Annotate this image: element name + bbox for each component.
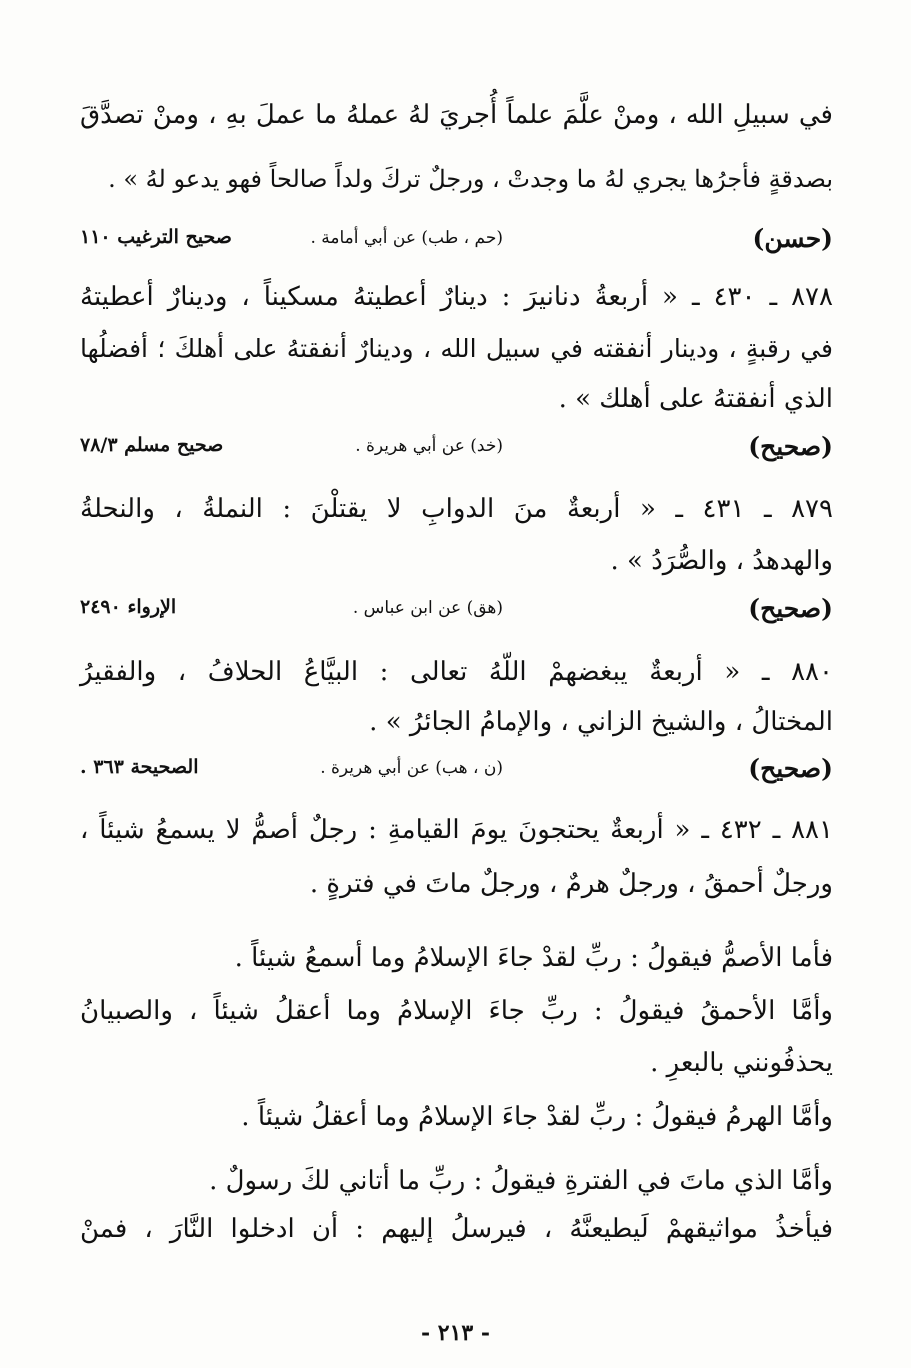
text-line: وأمَّا الذي ماتَ في الفترةِ فيقولُ : ربِّ ما أتاني لكَ رسولٌ . [209, 1166, 833, 1196]
grade-label: (صحيح) [748, 594, 833, 623]
source-label: (حم ، طب) عن أبي أمامة . [310, 228, 503, 248]
text-line: بصدقةٍ فأجرُها يجري لهُ ما وجدتْ ، ورجلٌ تركَ ولداً صالحاً فهو يدعو لهُ » . [108, 165, 833, 193]
text-line: في رقبةٍ ، ودينار أنفقته في سبيل الله ، ودينارٌ أنفقتهُ على أهلكَ ؛ أفضلُها [80, 334, 833, 363]
page-number: - ٢١٣ - [420, 1320, 491, 1346]
grade-label: (حسن) [752, 224, 833, 253]
paragraph-fool [80, 996, 833, 1078]
book-reference: صحيح مسلم ٧٨/٣ [80, 434, 224, 456]
paragraph-continuation [80, 100, 833, 194]
hadith-reference [80, 752, 833, 788]
hadith-reference [80, 430, 833, 466]
hadith-878 [80, 282, 833, 414]
book-reference: الإرواء ٢٤٩٠ [80, 596, 177, 618]
hadith-880 [80, 657, 833, 737]
text-line: وأمَّا الأحمقُ فيقولُ : ربِّ جاءَ الإسلامُ وما أعقلُ شيئاً ، والصبيانُ [80, 996, 833, 1026]
text-line: ٨٨١ ـ ٤٣٢ ـ « أربعةٌ يحتجونَ يومَ القيامةِ : رجلٌ أصمُّ لا يسمعُ شيئاً ، [80, 815, 833, 845]
hadith-reference [80, 222, 833, 258]
text-line: ٨٨٠ ـ « أربعةٌ يبغضهمْ اللّهُ تعالى : البيَّاعُ الحلافُ ، والفقيرُ [80, 657, 833, 687]
text-line: فيأخذُ مواثيقهمْ لَيطيعنَّهُ ، فيرسلُ إليهم : أن ادخلوا النَّارَ ، فمنْ [80, 1214, 833, 1244]
text-line: ورجلٌ أحمقُ ، ورجلٌ هرمٌ ، ورجلٌ ماتَ في فترةٍ . [309, 869, 833, 899]
grade-label: (صحيح) [748, 432, 833, 461]
text-line: ٨٧٩ ـ ٤٣١ ـ « أربعةٌ منَ الدوابِ لا يقتلْنَ : النملةُ ، والنحلةُ [80, 494, 833, 524]
hadith-reference [80, 592, 833, 628]
paragraph-fatra [80, 1166, 833, 1244]
text-line: الذي أنفقتهُ على أهلك » . [558, 384, 833, 414]
text-line: ٨٧٨ ـ ٤٣٠ ـ « أربعةُ دنانيرَ : دينارٌ أعطيتهُ مسكيناً ، ودينارٌ أعطيتهُ [80, 282, 833, 312]
source-label: (خد) عن أبي هريرة . [355, 436, 503, 456]
book-reference: الصحيحة ٣٦٣ . [80, 756, 199, 778]
text-line: فأما الأصمُّ فيقولُ : ربِّ لقدْ جاءَ الإسلامُ وما أسمعُ شيئاً . [234, 943, 833, 973]
text-line: في سبيلِ الله ، ومنْ علَّمَ علماً أُجريَ لهُ عملهُ ما عملَ بهِ ، ومنْ تصدَّقَ [80, 100, 833, 130]
paragraph-old [98, 1102, 833, 1132]
text-line: والهدهدُ ، والصُّرَدُ » . [610, 546, 833, 576]
hadith-879 [80, 494, 833, 576]
book-reference: صحيح الترغيب ١١٠ [80, 226, 232, 248]
source-label: (هق) عن ابن عباس . [352, 598, 503, 618]
text-line: المختالُ ، والشيخ الزاني ، والإمامُ الجائرُ » . [369, 707, 833, 737]
text-line: يحذفُونني بالبعرِ . [650, 1048, 833, 1078]
source-label: (ن ، هب) عن أبي هريرة . [320, 758, 503, 778]
paragraph-deaf [98, 943, 833, 973]
grade-label: (صحيح) [748, 754, 833, 783]
hadith-881 [80, 815, 833, 899]
text-line: وأمَّا الهرمُ فيقولُ : ربِّ لقدْ جاءَ الإسلامُ وما أعقلُ شيئاً . [241, 1102, 833, 1132]
